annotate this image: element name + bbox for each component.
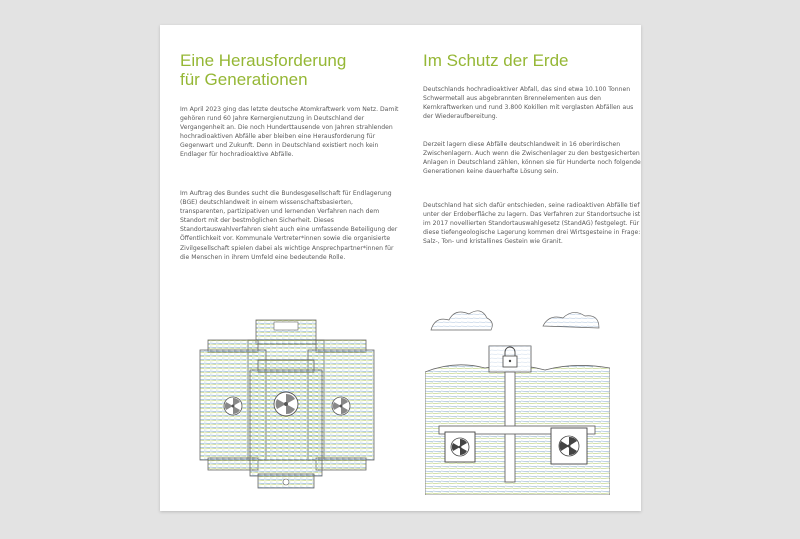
left-heading-line2: für Generationen — [180, 70, 308, 89]
right-paragraph-1: Deutschlands hochradioaktiver Abfall, das sind etwa 10.100 Tonnen Schwermetall aus abgebrannten Brennelementen aus den Kernkraftwerken und rund 3.800 Kokillen mit verglasten Abfällen aus der Wiederaufbereitung. — [423, 86, 634, 121]
right-paragraph-3: Deutschland hat sich dafür entschieden, seine radioaktiven Abfälle tief unter der Erdoberfläche zu lagern. Das Verfahren zur Standortsuche ist im 2017 novellierten Standortauswahlgesetz (StandAG) festgelegt. Für diese tiefengeologische Lagerung kommen drei Wirtsgesteine in Frage: Salz-, Ton- und kristallines Gestein wie Granit. — [423, 202, 641, 246]
cask-front — [250, 360, 322, 488]
clouds — [431, 311, 599, 330]
casks-illustration — [186, 310, 386, 495]
radiation-icon — [332, 397, 350, 415]
left-paragraph-2: Im Auftrag des Bundes sucht die Bundesgesellschaft für Endlagerung (BGE) deutschlandweit in einem wissenschaftsbasierten, transparenten, partizipativen und lernenden Verfahren nach dem Standort mit der bestmöglichen Sicherheit. Dieses Standortauswahlverfahren sieht auch eine umfassende Beteiligung der Öffentlichkeit vor. Kommunale Vertreter*innen sowie die organisierte Zivilgesellschaft spielen dabei als wichtige Ansprechpartner*innen für die Menschen in ihrem Umfeld eine bedeutende Rolle. — [180, 190, 398, 261]
left-paragraph-1: Im April 2023 ging das letzte deutsche Atomkraftwerk vom Netz. Damit gehören rund 60 Jahre Kernergienutzung in Deutschland der Vergangenheit an. Die noch Hunderttausende von Jahren strahlenden hochradioaktiven Abfälle aber bleiben eine Herausforderung für Gegenwart und Zukunft. Denn in Deutschland existiert noch kein Endlager für hochradioaktive Abfälle. — [180, 106, 399, 159]
radiation-icon — [224, 397, 242, 415]
brochure-spread — [160, 25, 641, 511]
left-heading — [180, 51, 400, 89]
chamber-right — [551, 428, 587, 464]
radiation-icon — [274, 392, 298, 416]
surface-building — [489, 346, 531, 372]
radiation-icon — [559, 436, 579, 456]
left-heading-line1: Eine Herausforderung — [180, 51, 347, 70]
chamber-left — [445, 432, 475, 462]
right-heading: Im Schutz der Erde — [423, 51, 569, 70]
right-paragraph-2: Derzeit lagern diese Abfälle deutschlandweit in 16 oberirdischen Zwischenlagern. Auch wenn die Zwischenlager zu den bestgesicherten Anlagen in Deutschland zählen, können sie für Hunderte noch folgende Generationen keine dauerhafte Lösung sein. — [423, 141, 641, 176]
radiation-icon — [451, 438, 469, 456]
repository-illustration — [425, 300, 610, 495]
